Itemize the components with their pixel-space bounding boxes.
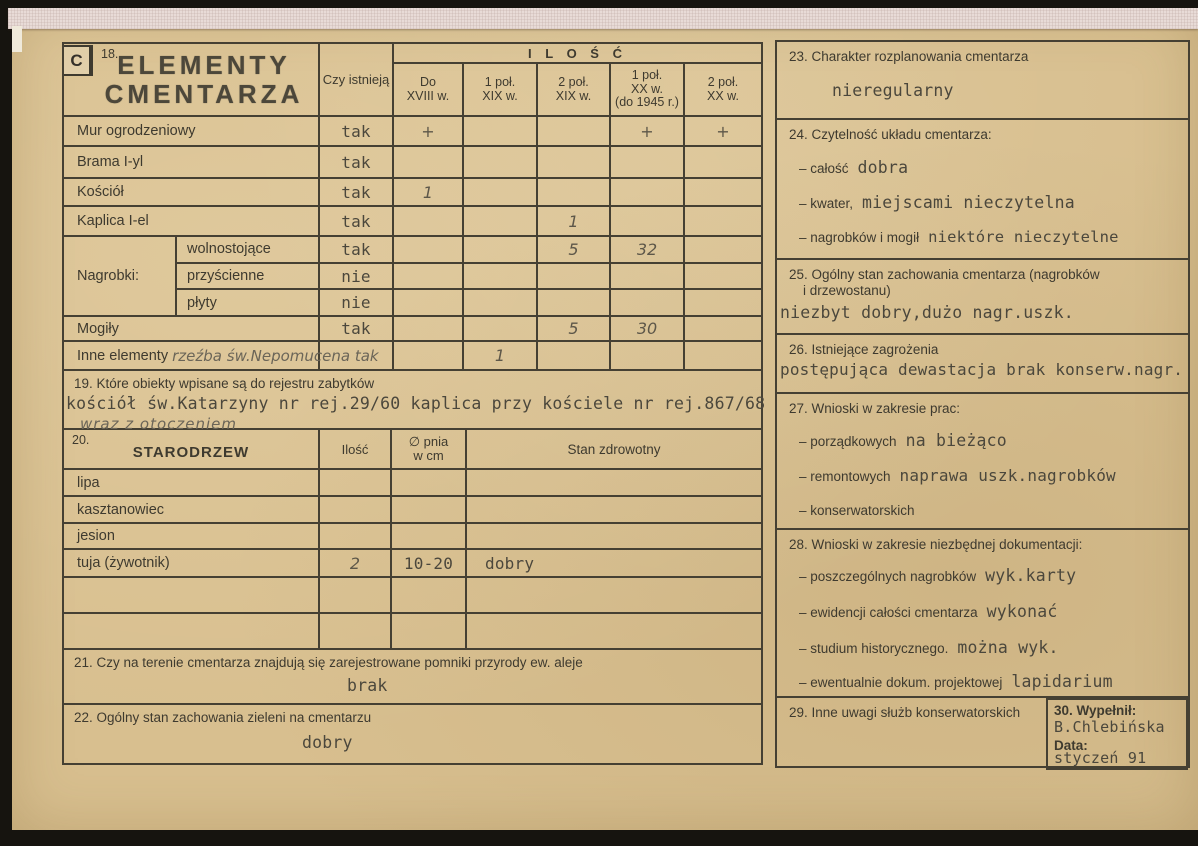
right-form-column <box>775 40 1190 768</box>
section-19-label: 19. Które obiekty wpisane są do rejestru zabytków <box>74 376 375 391</box>
tree-diameter <box>392 497 467 522</box>
exists-value: tak <box>320 207 394 235</box>
section-19-answer: kościół św.Katarzyny nr rej.29/60 kaplica przy kościele nr rej.867/68 <box>66 394 766 413</box>
tree-qty <box>320 614 392 650</box>
tree-qty: 2 <box>320 550 392 576</box>
tree-row-kasztanowiec <box>64 497 761 524</box>
exists-value: nie <box>320 264 394 289</box>
row-label: Inne elementy rzeźba św.Nepomucena tak <box>64 342 320 369</box>
qty-cell <box>685 264 761 289</box>
section-27-label: 27. Wnioski w zakresie prac: <box>789 401 961 416</box>
section-25-label-line1: 25. Ogólny stan zachowania cmentarza (nagrobków <box>789 267 1100 282</box>
section-23 <box>777 42 1188 120</box>
qty-cell <box>538 179 611 205</box>
qty-cell <box>394 264 464 289</box>
tree-label <box>64 578 320 612</box>
item-label: – studium historycznego. <box>799 641 949 656</box>
section-27-item <box>799 503 1188 518</box>
row-label: Mogiły <box>64 317 320 340</box>
qty-cell <box>464 237 538 262</box>
qty-cell <box>538 342 611 369</box>
nagrobki-group <box>64 237 761 317</box>
table-row-plyty <box>177 290 761 315</box>
period-header: Do XVIII w. <box>394 64 464 115</box>
item-label: – nagrobków i mogił <box>799 230 920 245</box>
qty-cell: 30 <box>611 317 685 340</box>
date-value: styczeń 91 <box>1054 749 1147 767</box>
nagrobki-group-label: Nagrobki: <box>64 237 177 315</box>
section-27-item <box>799 466 1188 485</box>
qty-cell <box>611 290 685 315</box>
period-header: 2 poł. XIX w. <box>538 64 611 115</box>
quantity-period-headers <box>394 64 761 115</box>
section-27 <box>777 394 1188 530</box>
qty-cell <box>611 264 685 289</box>
row-label: Kościół <box>64 179 320 205</box>
qty-cell <box>538 290 611 315</box>
table-row-wolnostojace <box>177 237 761 264</box>
health-column-header: Stan zdrowotny <box>567 441 661 457</box>
section-27-item <box>799 431 1188 450</box>
period-header: 1 poł. XIX w. <box>464 64 538 115</box>
row-label: Mur ogrodzeniowy <box>64 117 320 145</box>
qty-cell <box>611 147 685 177</box>
item-answer: wykonać <box>986 602 1058 621</box>
filled-by-name: B.Chlebińska <box>1054 718 1165 736</box>
item-answer: miejscami nieczytelna <box>862 193 1075 212</box>
qty-cell: + <box>716 121 730 141</box>
quantity-header-group <box>394 44 761 115</box>
qty-cell <box>464 207 538 235</box>
row-sublabel: wolnostojące <box>177 237 320 262</box>
table-row-kosciol <box>64 179 761 207</box>
cemetery-elements-table <box>62 42 766 765</box>
section-30-label: 30. Wypełnił: <box>1054 703 1137 718</box>
tree-health <box>467 524 761 548</box>
section-21-answer: brak <box>347 676 388 695</box>
diameter-column-header: ∅ pnia w cm <box>392 430 467 468</box>
tree-diameter: 10-20 <box>392 550 467 576</box>
paper-edge-sliver <box>12 26 22 52</box>
qty-cell: 1 <box>394 179 464 205</box>
section-28-item <box>799 672 1188 691</box>
tree-diameter <box>392 578 467 612</box>
exists-value: nie <box>320 290 394 315</box>
section-24-item <box>799 193 1188 212</box>
section-22-label: 22. Ogólny stan zachowania zieleni na cmentarzu <box>74 710 372 725</box>
table-title-line2: CMENTARZA <box>104 78 304 109</box>
item-answer: na bieżąco <box>905 431 1007 450</box>
section-25-answer: niezbyt dobry,dużo nagr.uszk. <box>780 303 1074 322</box>
item-answer: można wyk. <box>957 638 1059 657</box>
section-28 <box>777 530 1188 698</box>
qty-cell <box>394 237 464 262</box>
period-header: 2 poł. XX w. <box>707 75 739 103</box>
tree-health <box>467 578 761 612</box>
row-sublabel: płyty <box>177 290 320 315</box>
tree-diameter <box>392 470 467 495</box>
item-answer: niektóre nieczytelne <box>928 228 1119 246</box>
section-25-label-line2: i drzewostanu) <box>803 283 891 298</box>
table-header <box>64 44 761 117</box>
section-29-label: 29. Inne uwagi służb konserwatorskich <box>789 705 1021 720</box>
exists-value: tak <box>320 237 394 262</box>
qty-cell <box>464 147 538 177</box>
tree-row-tuja <box>64 550 761 578</box>
tree-diameter <box>392 524 467 548</box>
section-29-30-row <box>777 698 1188 770</box>
table-title-line1: ELEMENTY <box>117 49 291 80</box>
section-26-answer: postępująca dewastacja brak konserw.nagr. <box>780 360 1184 379</box>
qty-cell <box>464 264 538 289</box>
section-22 <box>64 705 761 767</box>
exists-value: tak <box>320 179 394 205</box>
qty-cell <box>685 237 761 262</box>
exists-value: tak <box>320 147 394 177</box>
qty-cell <box>685 179 761 205</box>
tree-label: tuja (żywotnik) <box>64 550 320 576</box>
section-20-number: 20. <box>72 433 90 447</box>
table-row-kaplica <box>64 207 761 237</box>
section-24 <box>777 120 1188 260</box>
period-header: 1 poł. XX w. (do 1945 r.) <box>611 64 685 115</box>
qty-cell <box>685 207 761 235</box>
exists-value: tak <box>320 317 394 340</box>
handwritten-entry: rzeźba św.Nepomucena tak <box>172 346 379 365</box>
date-label: Data: <box>1054 738 1088 753</box>
table-row-inne-elementy <box>64 342 761 369</box>
binding-tape-strip <box>8 8 1198 29</box>
qty-cell: + <box>394 117 464 145</box>
section-24-item <box>799 158 1188 177</box>
qty-cell <box>685 342 761 369</box>
item-label: – porządkowych <box>799 434 897 449</box>
section-18-number: 18. <box>101 47 119 61</box>
section-letter: C <box>70 50 83 70</box>
item-label: – kwater, <box>799 196 854 211</box>
qty-cell <box>394 207 464 235</box>
tree-qty <box>320 578 392 612</box>
row-label: Kaplica I-el <box>64 207 320 235</box>
qty-cell <box>394 317 464 340</box>
qty-cell: 1 <box>538 207 611 235</box>
row-sublabel: przyścienne <box>177 264 320 289</box>
qty-cell <box>538 147 611 177</box>
section-25 <box>777 260 1188 335</box>
section-30-box <box>1046 698 1188 770</box>
qty-cell <box>464 117 538 145</box>
tree-row-empty <box>64 614 761 650</box>
starodrzew-title: STARODRZEW <box>132 443 250 461</box>
tree-label: jesion <box>64 524 320 548</box>
section-19-handwritten: wraz z otoczeniem <box>80 415 238 433</box>
qty-cell: 5 <box>538 317 611 340</box>
tree-qty <box>320 524 392 548</box>
exists-column-header: Czy istnieją <box>320 44 394 115</box>
tree-health <box>467 497 761 522</box>
tree-health <box>467 614 761 650</box>
qty-cell <box>394 342 464 369</box>
tree-label: lipa <box>64 470 320 495</box>
tree-row-lipa <box>64 470 761 497</box>
exists-value: tak <box>320 117 394 145</box>
quantity-group-header: I L O Ś Ć <box>394 44 761 64</box>
item-label: – remontowych <box>799 469 891 484</box>
section-23-answer: nieregularny <box>832 81 954 100</box>
tree-row-empty <box>64 578 761 614</box>
table-row-mur <box>64 117 761 147</box>
qty-column-header: Ilość <box>320 430 392 468</box>
tree-health <box>467 470 761 495</box>
row-label: Brama I-yl <box>64 147 320 177</box>
starodrzew-header <box>64 430 761 470</box>
section-26-label: 26. Istniejące zagrożenia <box>789 342 939 357</box>
table-row-przyscienne <box>177 264 761 291</box>
section-28-item <box>799 638 1188 657</box>
item-label: – konserwatorskich <box>799 503 915 518</box>
section-26 <box>777 335 1188 394</box>
section-28-item <box>799 566 1188 585</box>
qty-cell: + <box>611 117 685 145</box>
section-28-label: 28. Wnioski w zakresie niezbędnej dokumentacji: <box>789 537 1083 552</box>
qty-cell <box>464 290 538 315</box>
section-23-label: 23. Charakter rozplanowania cmentarza <box>789 49 1029 64</box>
tree-diameter <box>392 614 467 650</box>
qty-cell <box>394 290 464 315</box>
qty-cell <box>611 342 685 369</box>
item-answer: lapidarium <box>1011 672 1113 691</box>
qty-cell: 1 <box>464 342 538 369</box>
section-21-label: 21. Czy na terenie cmentarza znajdują się zarejestrowane pomniki przyrody ew. aleje <box>74 655 583 670</box>
exists-value <box>320 342 394 369</box>
item-label: – ewentualnie dokum. projektowej <box>799 675 1003 690</box>
qty-cell <box>538 117 611 145</box>
section-28-item <box>799 602 1188 621</box>
section-20-starodrzew <box>64 430 761 650</box>
table-title-cell <box>64 44 320 115</box>
qty-cell: 32 <box>611 237 685 262</box>
starodrzew-title-cell <box>64 430 320 468</box>
section-21 <box>64 650 761 705</box>
table-row-mogily <box>64 317 761 342</box>
qty-cell <box>611 207 685 235</box>
tree-qty <box>320 497 392 522</box>
qty-cell <box>685 290 761 315</box>
qty-cell <box>685 147 761 177</box>
item-answer: dobra <box>857 158 909 177</box>
qty-cell <box>538 264 611 289</box>
item-label: – poszczególnych nagrobków <box>799 569 977 584</box>
tree-label: kasztanowiec <box>64 497 320 522</box>
item-answer: wyk.karty <box>985 566 1077 585</box>
tree-health: dobry <box>485 553 535 573</box>
qty-cell <box>611 179 685 205</box>
section-24-item <box>799 228 1188 246</box>
tree-row-jesion <box>64 524 761 550</box>
table-row-brama <box>64 147 761 179</box>
qty-cell: 5 <box>538 237 611 262</box>
tree-label <box>64 614 320 650</box>
qty-cell <box>685 317 761 340</box>
section-29 <box>777 698 1046 770</box>
tree-qty <box>320 470 392 495</box>
item-label: – całość <box>799 161 849 176</box>
item-label: – ewidencji całości cmentarza <box>799 605 978 620</box>
qty-cell <box>464 317 538 340</box>
qty-cell <box>394 147 464 177</box>
item-answer: naprawa uszk.nagrobków <box>899 466 1116 485</box>
section-22-answer: dobry <box>302 733 353 752</box>
section-24-label: 24. Czytelność układu cmentarza: <box>789 127 992 142</box>
section-19 <box>64 369 766 433</box>
qty-cell <box>464 179 538 205</box>
